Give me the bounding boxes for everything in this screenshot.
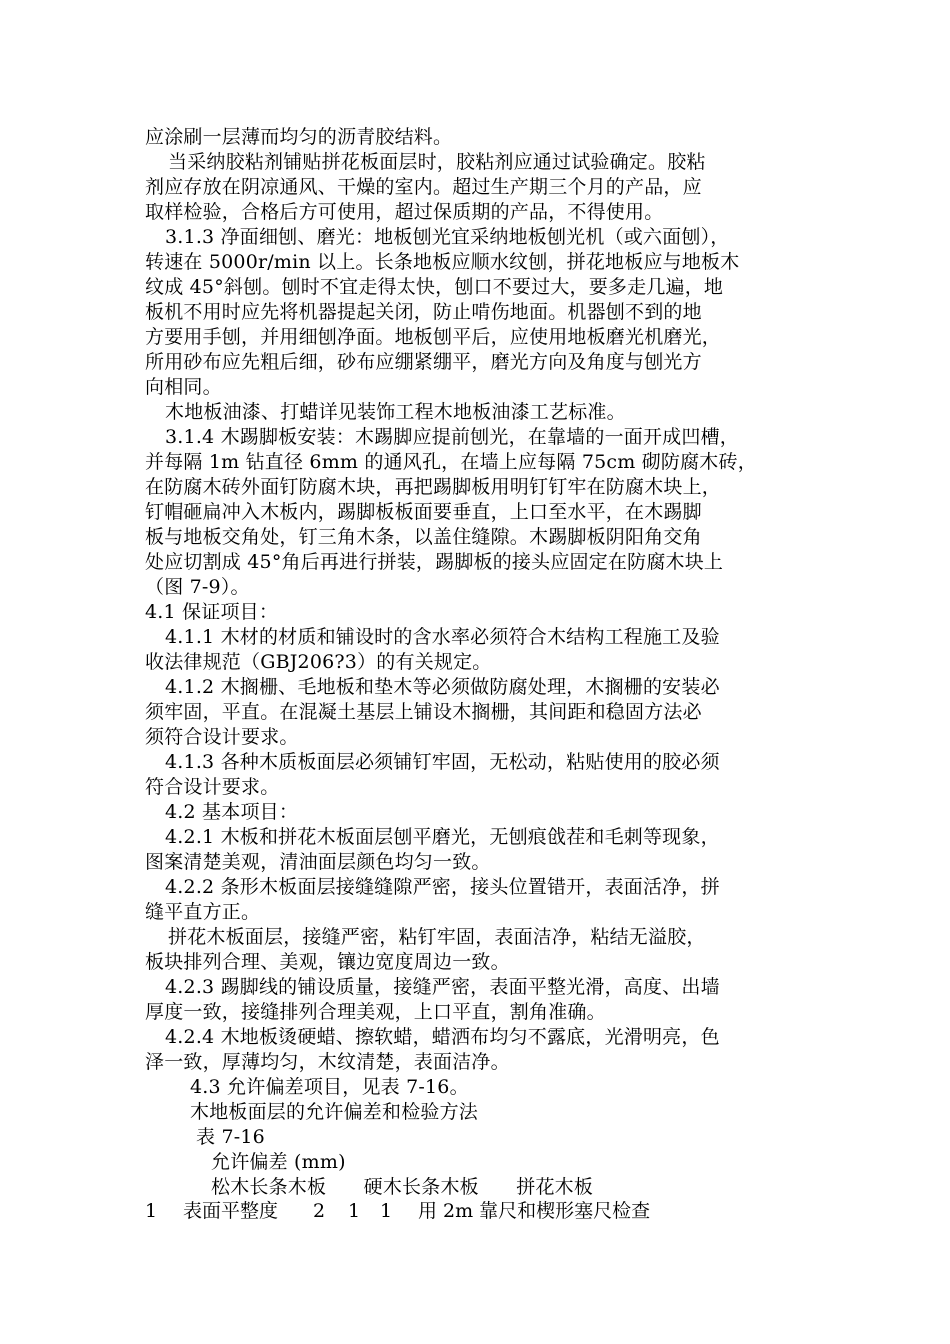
paragraph-line: 所用砂布应先粗后细，砂布应绷紧绷平，磨光方向及角度与刨光方	[145, 351, 702, 373]
table-cell-pine: 2	[313, 1200, 326, 1222]
paragraph-line: 符合设计要求。	[145, 776, 280, 798]
paragraph-line: 图案清楚美观，清油面层颜色均匀一致。	[145, 851, 491, 873]
paragraph-line: （图 7-9）。	[145, 576, 250, 598]
section-heading-4-1-3: 4.1.3 各种木质板面层必须铺钉牢固，无松动，粘贴使用的胶必须	[165, 751, 720, 773]
table-cell-index: 1	[145, 1200, 158, 1222]
section-heading-3-1-4: 3.1.4 木踢脚板安装：木踢脚应提前刨光，在靠墙的一面开成凹槽，	[165, 426, 739, 448]
paragraph-line: 处应切割成 45°角后再进行拼装，踢脚板的接头应固定在防腐木块上	[145, 551, 724, 573]
paragraph-line: 泽一致，厚薄均匀，木纹清楚，表面洁净。	[145, 1051, 510, 1073]
paragraph-line: 纹成 45°斜刨。刨时不宜走得太快，刨口不要过大，要多走几遍，地	[145, 276, 724, 298]
paragraph-line: 板块排列合理、美观，镶边宽度周边一致。	[145, 951, 510, 973]
table-title: 木地板面层的允许偏差和检验方法	[190, 1101, 479, 1123]
section-heading-4-1-2: 4.1.2 木搁栅、毛地板和垫木等必须做防腐处理，木搁栅的安装必	[165, 676, 720, 698]
paragraph-line: 并每隔 1m 钻直径 6mm 的通风孔，在墙上应每隔 75cm 砌防腐木砖，	[145, 451, 757, 473]
table-header-columns: 松木长条木板 硬木长条木板 拼花木板	[211, 1176, 594, 1198]
paragraph-line: 取样检验，合格后方可使用，超过保质期的产品，不得使用。	[145, 201, 664, 223]
paragraph-line: 转速在 5000r/min 以上。长条地板应顺水纹刨，拼花地板应与地板木	[145, 251, 740, 273]
paragraph-line: 向相同。	[145, 376, 222, 398]
section-heading-4-2: 4.2 基本项目：	[165, 801, 299, 823]
paragraph-line: 木地板油漆、打蜡详见装饰工程木地板油漆工艺标准。	[165, 401, 626, 423]
table-cell-item: 表面平整度	[183, 1200, 279, 1222]
paragraph-line: 厚度一致，接缝排列合理美观，上口平直，割角准确。	[145, 1001, 606, 1023]
paragraph-line: 钉帽砸扁冲入木板内，踢脚板板面要垂直，上口至水平，在木踢脚	[145, 501, 702, 523]
section-heading-4-2-3: 4.2.3 踢脚线的铺设质量，接缝严密，表面平整光滑，高度、出墙	[165, 976, 720, 998]
section-heading-4-3: 4.3 允许偏差项目，见表 7-16。	[190, 1076, 469, 1098]
paragraph-line: 当采纳胶粘剂铺贴拼花板面层时，胶粘剂应通过试验确定。胶粘	[168, 151, 706, 173]
paragraph-line: 剂应存放在阴凉通风、干燥的室内。超过生产期三个月的产品，应	[145, 176, 702, 198]
section-heading-4-1-1: 4.1.1 木材的材质和铺设时的含水率必须符合木结构工程施工及验	[165, 626, 720, 648]
paragraph-line: 拼花木板面层，接缝严密，粘钉牢固，表面洁净，粘结无溢胶，	[168, 926, 706, 948]
section-heading-4-2-1: 4.2.1 木板和拼花木板面层刨平磨光，无刨痕戗茬和毛刺等现象，	[165, 826, 720, 848]
paragraph-line: 板与地板交角处，钉三角木条，以盖住缝隙。木踢脚板阴阳角交角	[145, 526, 702, 548]
table-cell-hardwood: 1	[348, 1200, 361, 1222]
section-heading-3-1-3: 3.1.3 净面细刨、磨光：地板刨光宜采纳地板刨光机（或六面刨），	[165, 226, 730, 248]
paragraph-line: 收法律规范（GBJ206?3）的有关规定。	[145, 651, 492, 673]
paragraph-line: 应涂刷一层薄而均匀的沥青胶结料。	[145, 126, 453, 148]
paragraph-line: 缝平直方正。	[145, 901, 261, 923]
table-cell-parquet: 1	[380, 1200, 393, 1222]
paragraph-line: 在防腐木砖外面钉防腐木块，再把踢脚板用明钉钉牢在防腐木块上，	[145, 476, 722, 498]
paragraph-line: 须符合设计要求。	[145, 726, 299, 748]
table-number: 表 7-16	[196, 1126, 265, 1148]
table-header-tolerance: 允许偏差 (mm)	[211, 1151, 346, 1173]
table-row	[0, 1199, 950, 1223]
paragraph-line: 须牢固，平直。在混凝土基层上铺设木搁栅，其间距和稳固方法必	[145, 701, 702, 723]
table-cell-method: 用 2m 靠尺和楔形塞尺检查	[418, 1200, 651, 1222]
section-heading-4-2-2: 4.2.2 条形木板面层接缝缝隙严密，接头位置错开，表面活净，拼	[165, 876, 720, 898]
section-heading-4-2-4: 4.2.4 木地板烫硬蜡、擦软蜡，蜡洒布均匀不露底，光滑明亮，色	[165, 1026, 720, 1048]
section-heading-4-1: 4.1 保证项目：	[145, 601, 279, 623]
paragraph-line: 方要用手刨，并用细刨净面。地板刨平后，应使用地板磨光机磨光，	[145, 326, 722, 348]
paragraph-line: 板机不用时应先将机器提起关闭，防止啃伤地面。机器刨不到的地	[145, 301, 702, 323]
